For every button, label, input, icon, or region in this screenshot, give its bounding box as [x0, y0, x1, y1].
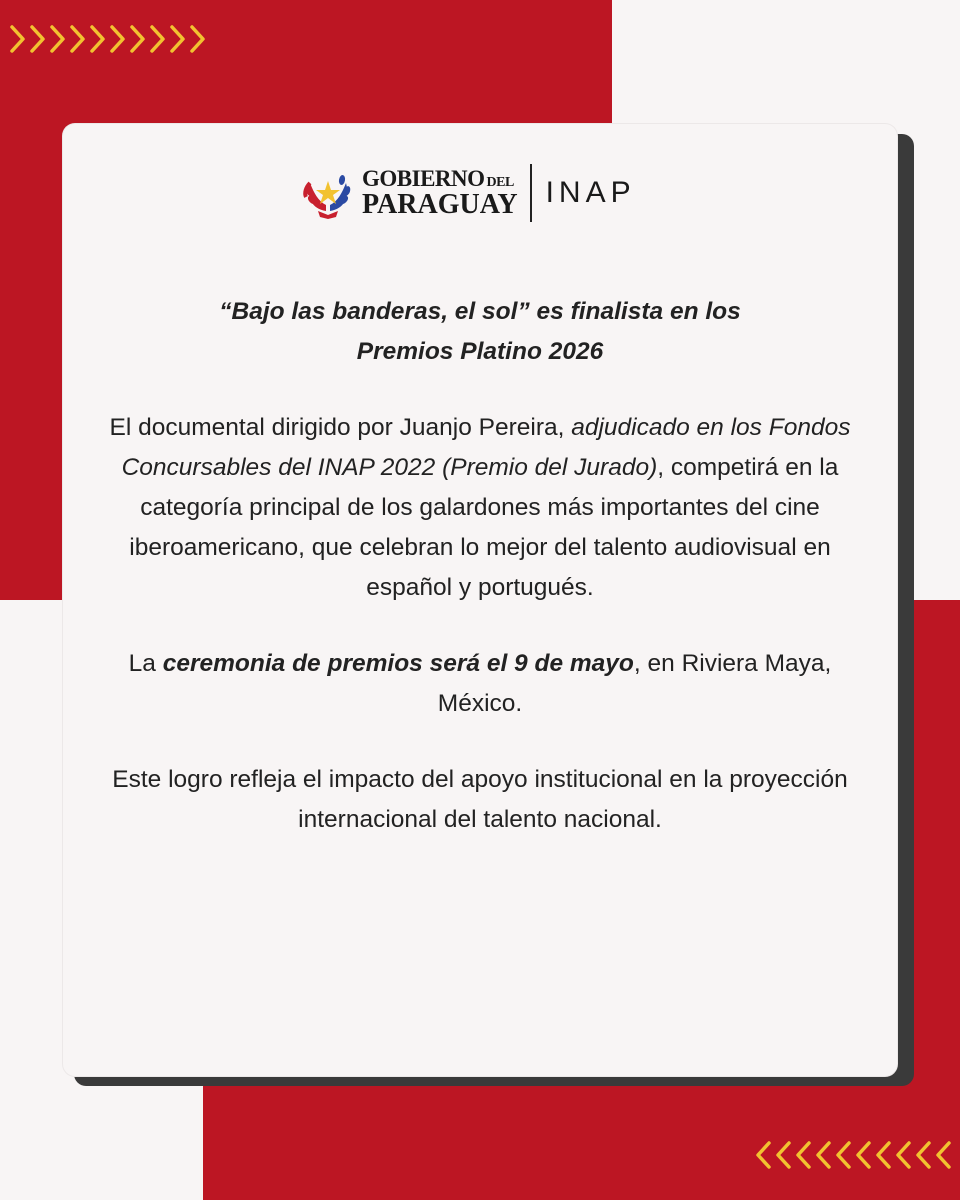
paragraph1-text-a: El documental dirigido por Juanjo Pereira, [109, 414, 572, 441]
paragraph2-bold: ceremonia de premios será el 9 de mayo [162, 650, 634, 677]
paragraph2-text-b: , en Riviera Maya, México. [437, 650, 832, 717]
chevron-icon [773, 1138, 793, 1172]
chevron-icon [48, 22, 68, 56]
chevron-icon [893, 1138, 913, 1172]
headline-line1: “Bajo las banderas, el sol” es finalista en los [219, 298, 741, 325]
paragraph1-text-b: , competirá en la categoría principal de los galardones más importantes del cine iberoamericano, que celebran lo mejor del talento audiovisual en español y portugués. [129, 454, 839, 601]
paragraph-ceremony [95, 644, 865, 724]
chevron-icon [188, 22, 208, 56]
chevron-decoration-top [8, 22, 208, 56]
chevron-icon [108, 22, 128, 56]
chevron-icon [128, 22, 148, 56]
chevron-icon [833, 1138, 853, 1172]
announcement-text [95, 292, 865, 840]
chevron-icon [28, 22, 48, 56]
chevron-icon [853, 1138, 873, 1172]
chevron-icon [793, 1138, 813, 1172]
gov-wordmark-del: DEL [486, 175, 514, 190]
paragraph-documentary [95, 408, 865, 608]
gov-wordmark-line1: GOBIERNO [362, 166, 485, 191]
chevron-icon [813, 1138, 833, 1172]
paragraph2-text-a: La [128, 650, 163, 677]
chevron-icon [913, 1138, 933, 1172]
chevron-icon [148, 22, 168, 56]
chevron-icon [873, 1138, 893, 1172]
logo-divider [530, 164, 532, 222]
government-logo [300, 161, 636, 225]
headline-line2: Premios Platino 2026 [356, 338, 604, 365]
chevron-icon [88, 22, 108, 56]
gov-wordmark-line2: PARAGUAY [362, 189, 518, 220]
government-wordmark [362, 167, 518, 219]
paragraph1-italic: adjudicado en los Fondos Concursables del INAP 2022 (Premio del Jurado) [121, 414, 851, 481]
chevron-icon [68, 22, 88, 56]
inap-wordmark: INAP [545, 176, 636, 209]
chevron-icon [8, 22, 28, 56]
chevron-icon [933, 1138, 953, 1172]
chevron-icon [753, 1138, 773, 1172]
paraguay-emblem-icon [300, 165, 356, 221]
chevron-decoration-bottom [753, 1138, 953, 1172]
paragraph-impact: Este logro refleja el impacto del apoyo institucional en la proyección internacional del talento nacional. [112, 766, 848, 833]
chevron-icon [168, 22, 188, 56]
headline [95, 292, 865, 372]
